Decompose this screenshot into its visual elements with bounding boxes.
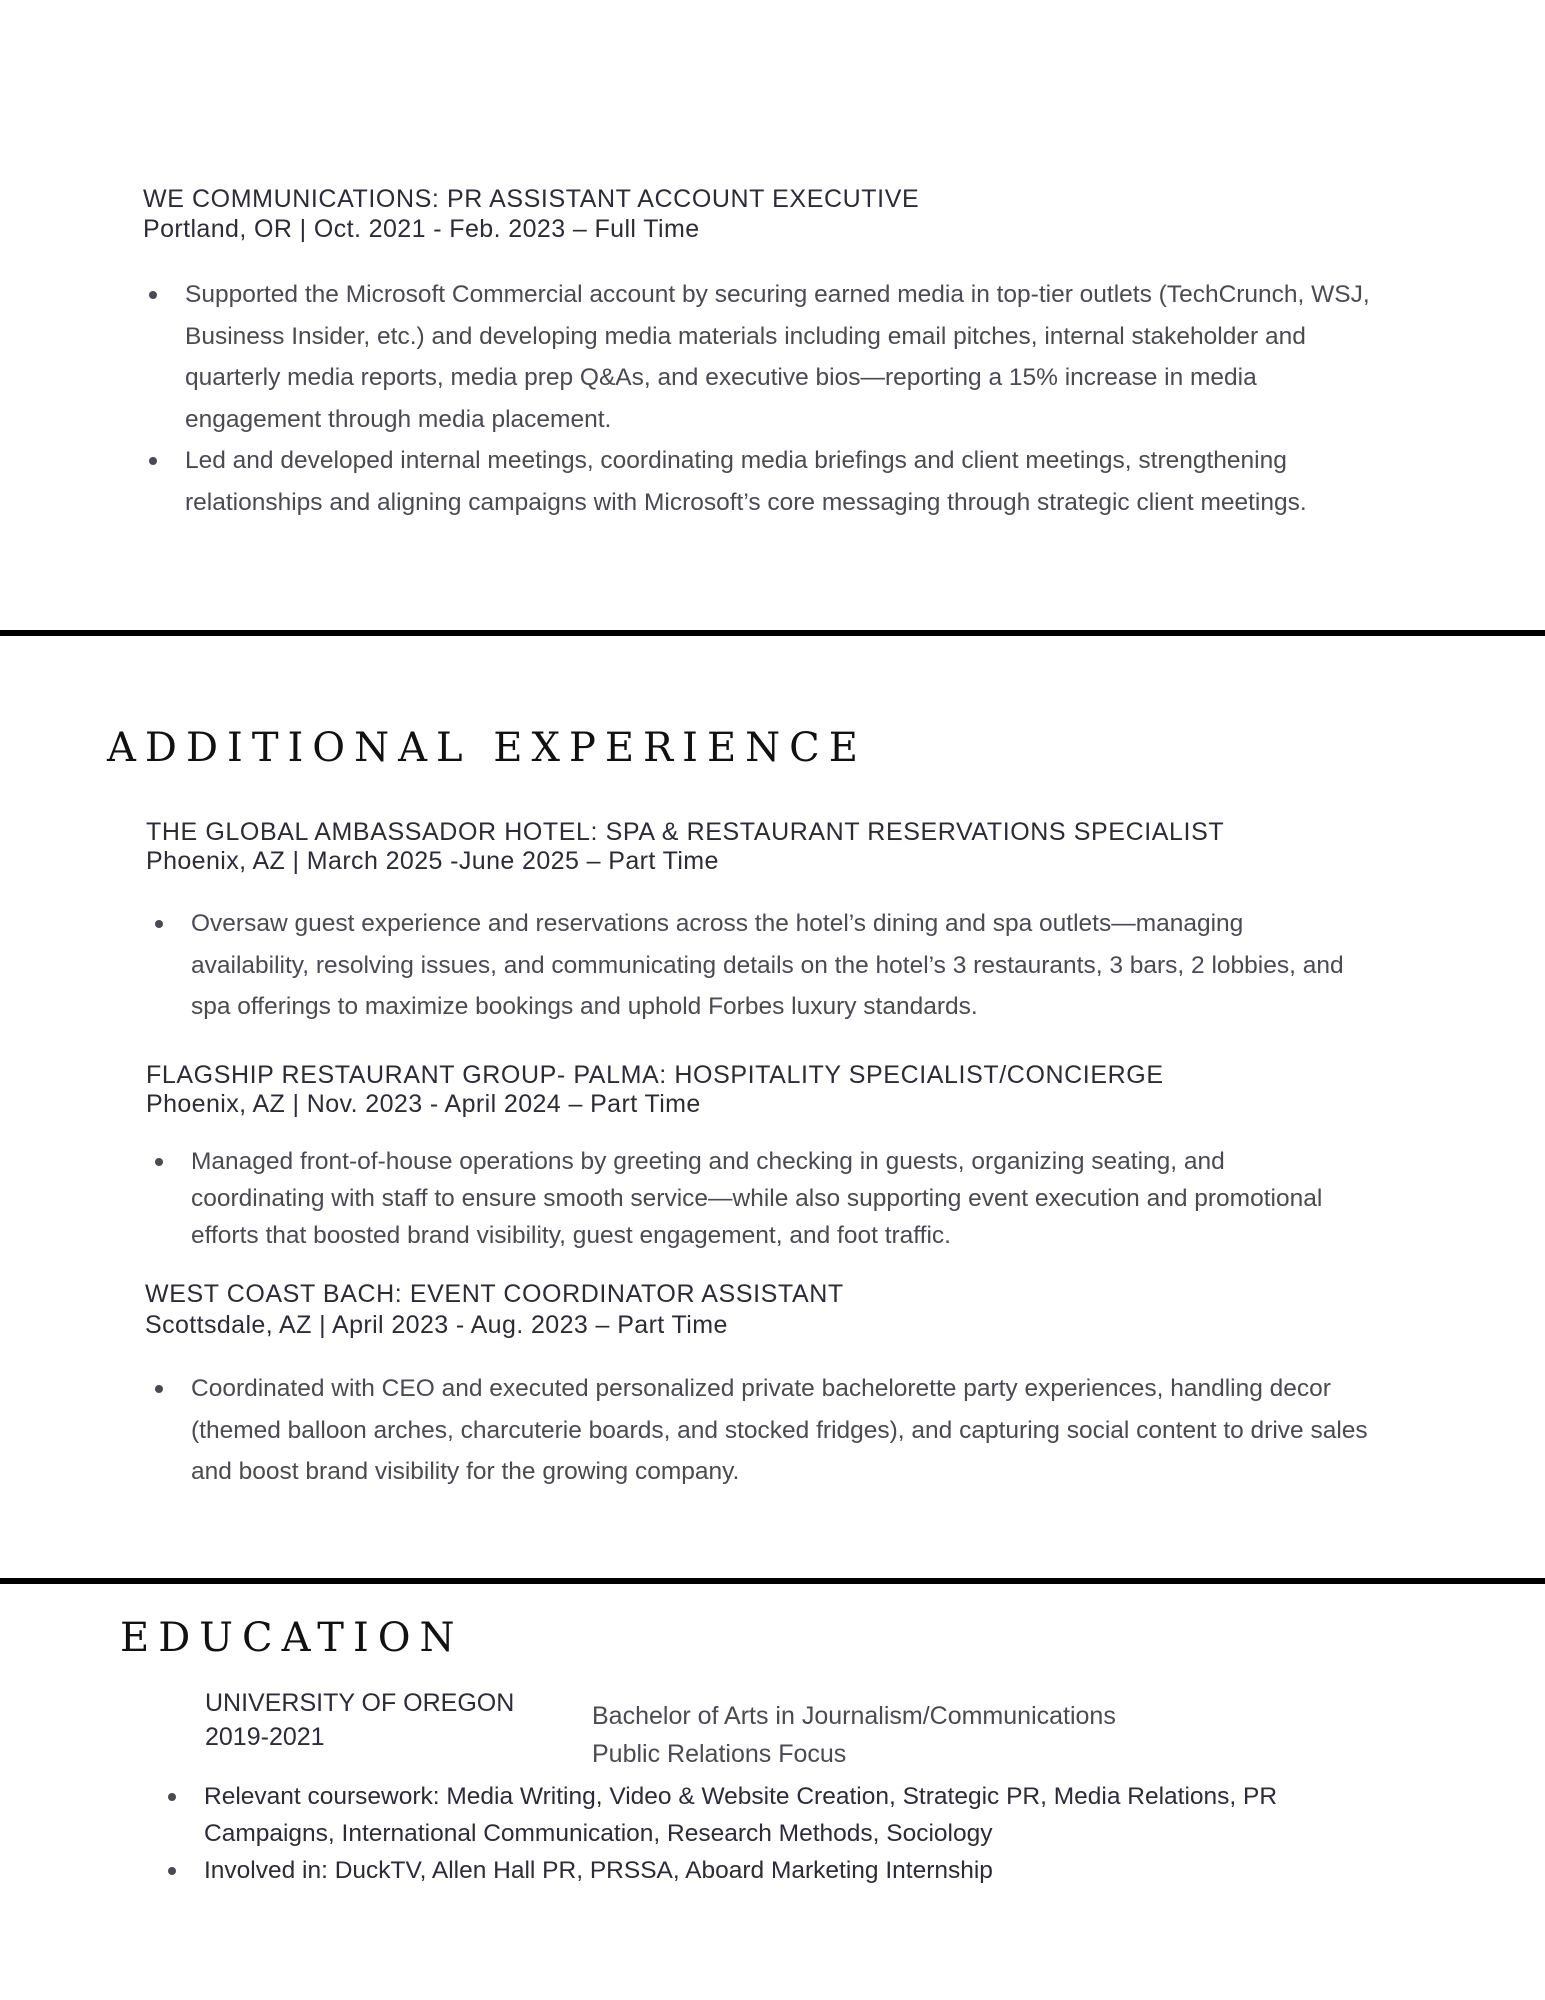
job-meta-west-coast-bach: Scottsdale, AZ | April 2023 - Aug. 2023 – Part Time	[145, 1311, 728, 1339]
job-title-we-communications: WE COMMUNICATIONS: PR ASSISTANT ACCOUNT EXECUTIVE	[143, 185, 920, 213]
list-item: Supported the Microsoft Commercial account by securing earned media in top-tier outlets (TechCrunch, WSJ, Business Insider, etc.) and developing media materials including email pitches, internal stakeholder and quarterly media reports, media prep Q&As, and executive bios—reporting a 15% increase in media engagement through media placement.	[143, 274, 1383, 440]
school-years: 2019-2021	[205, 1723, 325, 1751]
list-item: Involved in: DuckTV, Allen Hall PR, PRSSA, Aboard Marketing Internship	[162, 1852, 1282, 1889]
bullet-list-flagship	[149, 1143, 1349, 1254]
bullet-list-we-communications	[143, 274, 1383, 523]
job-meta-global-ambassador: Phoenix, AZ | March 2025 -June 2025 – Part Time	[146, 847, 719, 875]
list-item: Coordinated with CEO and executed personalized private bachelorette party experiences, handling decor (themed balloon arches, charcuterie boards, and stocked fridges), and capturing social content to drive sales and boost brand visibility for the growing company.	[149, 1368, 1369, 1493]
list-item: Oversaw guest experience and reservations across the hotel’s dining and spa outlets—managing availability, resolving issues, and communicating details on the hotel’s 3 restaurants, 3 bars, 2 lobbies, and spa offerings to maximize bookings and uphold Forbes luxury standards.	[149, 903, 1349, 1028]
section-heading-education: EDUCATION	[120, 1615, 464, 1661]
degree-name: Bachelor of Arts in Journalism/Communications	[592, 1702, 1116, 1730]
bullet-list-west-coast-bach	[149, 1368, 1369, 1493]
degree-focus: Public Relations Focus	[592, 1740, 847, 1768]
list-item: Managed front-of-house operations by greeting and checking in guests, organizing seating, and coordinating with staff to ensure smooth service—while also supporting event execution and promotional efforts that boosted brand visibility, guest engagement, and foot traffic.	[149, 1143, 1349, 1254]
school-name: UNIVERSITY OF OREGON	[205, 1689, 515, 1717]
section-divider	[0, 630, 1545, 636]
list-item: Led and developed internal meetings, coordinating media briefings and client meetings, strengthening relationships and aligning campaigns with Microsoft’s core messaging through strategic client meetings.	[143, 440, 1383, 523]
job-title-flagship: FLAGSHIP RESTAURANT GROUP- PALMA: HOSPITALITY SPECIALIST/CONCIERGE	[146, 1061, 1164, 1089]
job-title-global-ambassador: THE GLOBAL AMBASSADOR HOTEL: SPA & RESTAURANT RESERVATIONS SPECIALIST	[146, 818, 1225, 846]
section-heading-additional-experience: ADDITIONAL EXPERIENCE	[107, 725, 867, 771]
section-divider	[0, 1578, 1545, 1584]
job-meta-we-communications: Portland, OR | Oct. 2021 - Feb. 2023 – Full Time	[143, 215, 700, 243]
job-meta-flagship: Phoenix, AZ | Nov. 2023 - April 2024 – Part Time	[146, 1090, 701, 1118]
job-title-west-coast-bach: WEST COAST BACH: EVENT COORDINATOR ASSISTANT	[145, 1280, 844, 1308]
bullet-list-education	[162, 1778, 1282, 1889]
bullet-list-global-ambassador	[149, 903, 1349, 1028]
list-item: Relevant coursework: Media Writing, Video & Website Creation, Strategic PR, Media Relations, PR Campaigns, International Communication, Research Methods, Sociology	[162, 1778, 1282, 1852]
